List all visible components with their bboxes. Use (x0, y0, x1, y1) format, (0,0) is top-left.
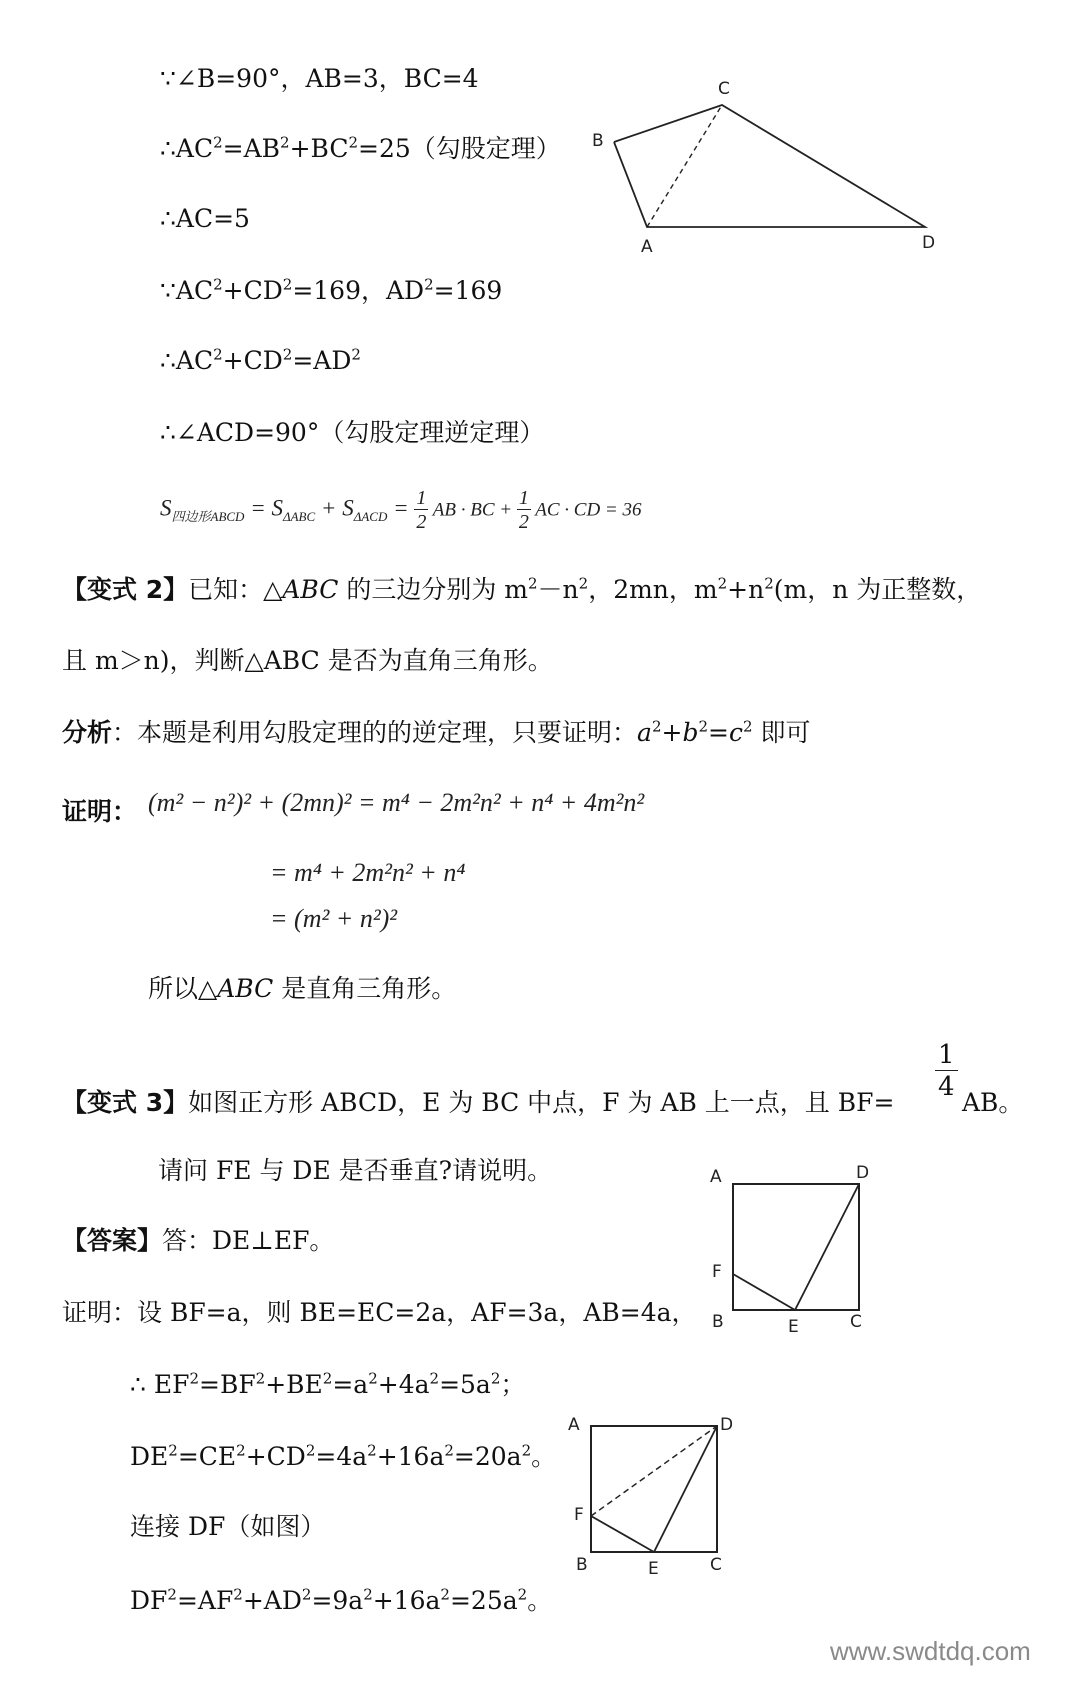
segment-fe (733, 1274, 795, 1310)
segment-fe (591, 1516, 654, 1552)
label-b: B (576, 1555, 588, 1575)
segment-ed (795, 1184, 859, 1310)
figure-square-2 (560, 1410, 740, 1580)
proof-line-5: $\therefore AC^2+CD^2=AD^2$ (160, 345, 361, 375)
proof-line-4: $\because AC^2+CD^2=169$，$AD^2=169$ (160, 275, 503, 305)
proof-line-1: ∵∠B=90°，AB=3，BC=4 (160, 64, 479, 93)
label-a: A (641, 237, 653, 257)
label-c: C (850, 1312, 862, 1332)
label-a: A (710, 1167, 722, 1187)
label-f: F (712, 1262, 722, 1282)
variant3-fraction: 1 4 (935, 1042, 958, 1100)
variant2-proof-label: 证明： (62, 797, 138, 826)
quadrilateral-outline (614, 105, 925, 227)
label-e: E (788, 1317, 799, 1337)
label-d: D (856, 1163, 870, 1183)
label-b: B (712, 1312, 724, 1332)
variant2-conclusion: 所以△ABC 是直角三角形。 (148, 974, 457, 1003)
variant3-proof-line-3: 连接 DF（如图） (130, 1512, 326, 1541)
variant2-formula-2: = m⁴ + 2m²n² + n⁴ (270, 858, 466, 887)
variant2-analysis: 分析：本题是利用勾股定理的的逆定理，只要证明：$a^2+b^2=c^2$ 即可 (62, 717, 811, 747)
variant3-answer: 【答案】答：DE⊥EF。 (62, 1226, 335, 1255)
proof-line-2: $\therefore AC^2=AB^2+BC^2=25$（勾股定理） (160, 133, 561, 163)
label-e: E (648, 1559, 659, 1579)
label-c: C (718, 79, 730, 99)
label-b: B (592, 131, 604, 151)
figure-quadrilateral (580, 70, 950, 260)
diagonal-ac (647, 105, 722, 227)
variant3-question-end: AB。 (962, 1088, 1024, 1117)
segment-ed (654, 1426, 717, 1552)
proof-line-3: ∴AC=5 (160, 204, 250, 233)
label-f: F (574, 1505, 584, 1525)
variant2-question-line2: 且 m＞n)，判断△ABC 是否为直角三角形。 (62, 646, 553, 675)
variant3-proof: 证明：设 BF=a，则 BE=EC=2a，AF=3a，AB=4a， (62, 1298, 697, 1327)
label-d: D (922, 233, 936, 253)
variant3-proof-line-4: $DF^2=AF^2+AD^2=9a^2+16a^2=25a^2$。 (130, 1585, 553, 1615)
variant3-proof-line-2: $DE^2=CE^2+CD^2=4a^2+16a^2=20a^2$。 (130, 1441, 557, 1471)
segment-df-dashed (591, 1426, 717, 1516)
variant3-proof-line-1: ∴ $EF^2=BF^2+BE^2=a^2+4a^2=5a^2$； (130, 1369, 526, 1399)
variant3-subquestion: 请问 FE 与 DE 是否垂直?请说明。 (158, 1156, 553, 1185)
square-outline (733, 1184, 859, 1310)
watermark: www.swdtdq.com (830, 1636, 1031, 1666)
square-outline (591, 1426, 717, 1552)
label-a: A (568, 1415, 580, 1435)
figure-square-1 (700, 1160, 880, 1340)
variant2-formula-3: = (m² + n²)² (270, 904, 398, 933)
variant3-question: 【变式 3】如图正方形 ABCD，E 为 BC 中点，F 为 AB 上一点，且 BF= (62, 1088, 895, 1117)
variant2-formula-1: (m² − n²)² + (2mn)² = m⁴ − 2m²n² + n⁴ + 4m²n² (148, 788, 645, 817)
label-c: C (710, 1555, 722, 1575)
label-d: D (720, 1415, 734, 1435)
proof-line-6: ∴∠ACD=90°（勾股定理逆定理） (160, 418, 545, 447)
variant2-question: 【变式 2】已知：△ABC 的三边分别为 $m^2-n^2$，2mn，$m^2+n^2(m$，n 为正整数， (62, 574, 982, 604)
area-formula: $S_{四边形ABCD} = S_{\Delta ABC} + S_{\Delta ACD}$ = $\frac{1}{2}$ AB · BC + $\frac{1}{2}$ AC · CD = 36 (160, 487, 642, 533)
